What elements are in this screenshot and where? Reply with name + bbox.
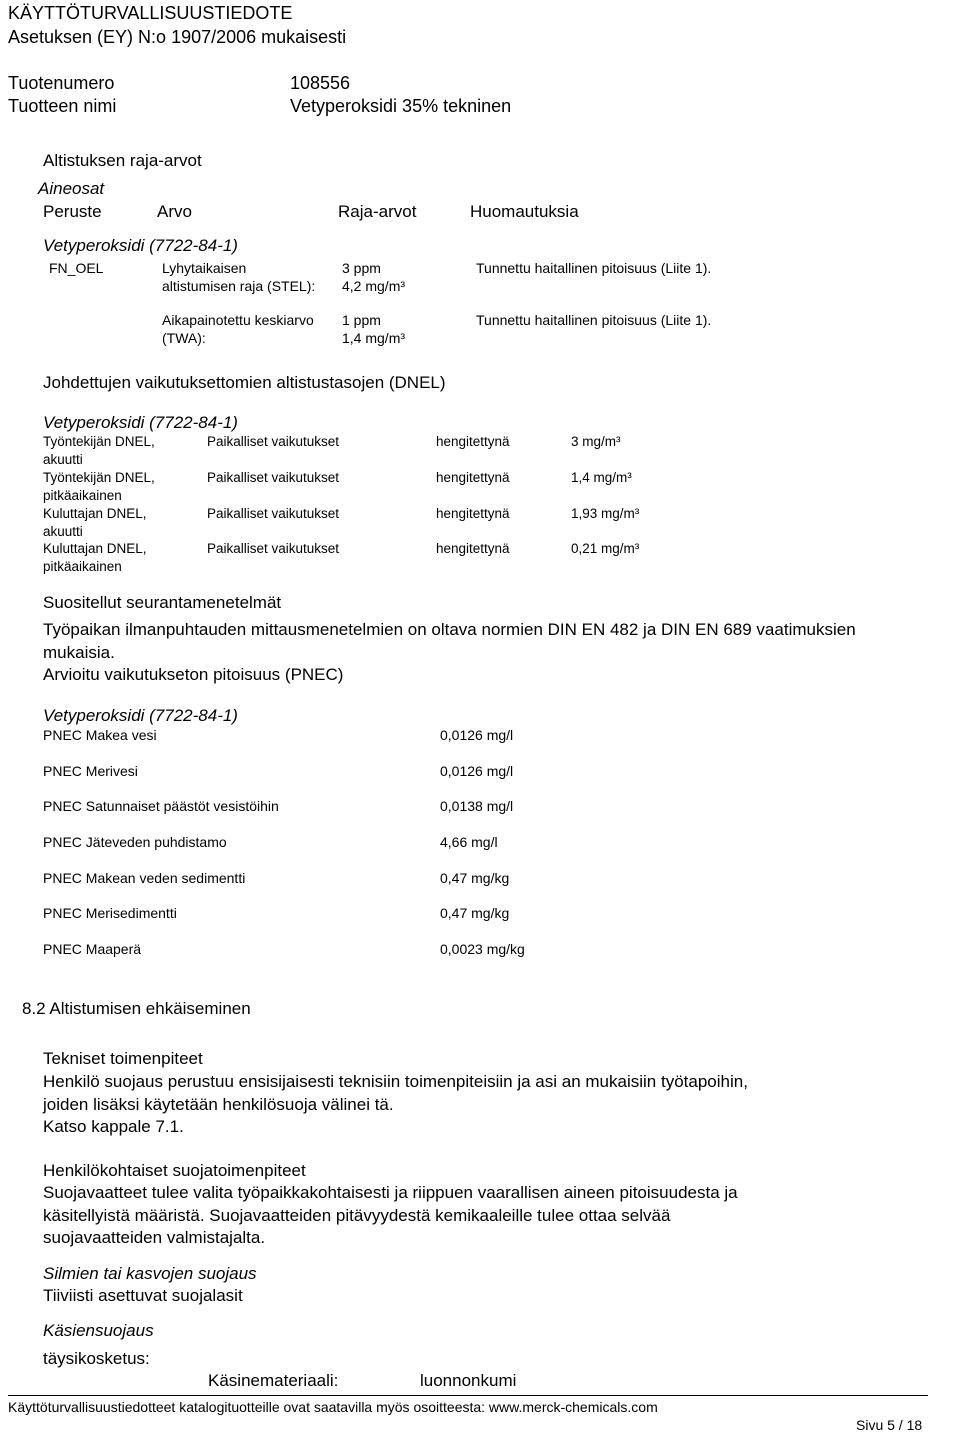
twa-value-line1: Aikapainotettu keskiarvo [162, 312, 314, 328]
dnel-group-line1: Työntekijän DNEL, [43, 470, 155, 485]
technical-text-line2: joiden lisäksi käytetään henkilösuoja välinei tä. [43, 1095, 394, 1114]
dnel-effect: Paikalliset vaikutukset [207, 470, 340, 485]
dnel-route: hengitettynä [436, 541, 510, 556]
twa-remark: Tunnettu haitallinen pitoisuus (Liite 1). [476, 312, 712, 328]
pnec-value: 0,0126 mg/l [440, 727, 514, 743]
stel-value-line1: Lyhytaikaisen [162, 260, 247, 276]
dnel-group-line1: Kuluttajan DNEL, [43, 541, 147, 556]
stel-limit-ppm: 3 ppm [342, 260, 381, 276]
dnel-group-line2: pitkäaikainen [43, 559, 122, 574]
dnel-effect: Paikalliset vaikutukset [207, 506, 340, 521]
dnel-value: 1,93 mg/m³ [571, 506, 640, 521]
footer-note: Käyttöturvallisuustiedotteet katalogituotteille ovat saatavilla myös osoitteesta: www.merck-chemicals.com [8, 1399, 658, 1415]
dnel-route: hengitettynä [436, 506, 510, 521]
footer-divider [8, 1395, 928, 1396]
eye-protection-text: Tiiviisti asettuvat suojalasit [43, 1286, 243, 1305]
exposure-col-remarks: Huomautuksia [470, 202, 579, 221]
pnec-label: PNEC Makea vesi [43, 727, 157, 743]
dnel-group-line2: akuutti [43, 452, 83, 467]
pnec-value: 0,47 mg/kg [440, 905, 510, 921]
twa-value-line2: (TWA): [162, 330, 206, 346]
pnec-label: PNEC Merivesi [43, 763, 138, 779]
dnel-group-line1: Kuluttajan DNEL, [43, 506, 147, 521]
monitoring-text-line1: Työpaikan ilmanpuhtauden mittausmenetelmien on oltava normien DIN EN 482 ja DIN EN 689 vaatimuksien [43, 620, 856, 639]
exposure-heading: Altistuksen raja-arvot [43, 151, 202, 170]
exposure-subheading: Aineosat [38, 179, 105, 198]
dnel-value: 1,4 mg/m³ [571, 470, 632, 485]
pnec-value: 0,0126 mg/l [440, 763, 514, 779]
personal-heading: Henkilökohtaiset suojatoimenpiteet [43, 1161, 306, 1180]
exposure-substance: Vetyperoksidi (7722-84-1) [43, 236, 238, 255]
regulation-subtitle: Asetuksen (EY) N:o 1907/2006 mukaisesti [8, 27, 347, 47]
stel-limit-mg: 4,2 mg/m³ [342, 278, 406, 294]
pnec-substance: Vetyperoksidi (7722-84-1) [43, 706, 238, 725]
monitoring-text-line2: mukaisia. [43, 643, 115, 662]
dnel-value: 3 mg/m³ [571, 434, 621, 449]
dnel-value: 0,21 mg/m³ [571, 541, 640, 556]
exposure-col-basis: Peruste [43, 202, 102, 221]
technical-heading: Tekniset toimenpiteet [43, 1049, 203, 1068]
personal-text-line1: Suojavaatteet tulee valita työpaikkakohtaisesti ja riippuen vaarallisen aineen pitoisuudesta ja [43, 1183, 738, 1202]
hand-protection-heading: Käsiensuojaus [43, 1321, 154, 1340]
exposure-basis: FN_OEL [49, 260, 104, 276]
pnec-label: PNEC Makean veden sedimentti [43, 870, 246, 886]
stel-remark: Tunnettu haitallinen pitoisuus (Liite 1). [476, 260, 712, 276]
pnec-value: 0,47 mg/kg [440, 870, 510, 886]
dnel-substance: Vetyperoksidi (7722-84-1) [43, 413, 238, 432]
pnec-label: PNEC Maaperä [43, 941, 142, 957]
pnec-label: PNEC Merisedimentti [43, 905, 177, 921]
pnec-label: PNEC Jäteveden puhdistamo [43, 834, 227, 850]
personal-text-line3: suojavaatteiden valmistajalta. [43, 1228, 266, 1247]
eye-protection-heading: Silmien tai kasvojen suojaus [43, 1264, 257, 1283]
product-name-label: Tuotteen nimi [8, 96, 117, 116]
glove-material-label: Käsinemateriaali: [208, 1371, 339, 1390]
twa-limit-mg: 1,4 mg/m³ [342, 330, 406, 346]
exposure-col-limits: Raja-arvot [338, 202, 417, 221]
dnel-group-line2: akuutti [43, 524, 83, 539]
section-8-2-heading: 8.2 Altistumisen ehkäiseminen [22, 999, 251, 1018]
dnel-route: hengitettynä [436, 434, 510, 449]
twa-limit-ppm: 1 ppm [342, 312, 381, 328]
technical-text-line3: Katso kappale 7.1. [43, 1117, 184, 1136]
glove-material-value: luonnonkumi [420, 1371, 517, 1390]
dnel-group-line1: Työntekijän DNEL, [43, 434, 155, 449]
product-number-label: Tuotenumero [8, 73, 115, 93]
dnel-heading: Johdettujen vaikutuksettomien altistustasojen (DNEL) [43, 373, 446, 392]
pnec-value: 0,0023 mg/kg [440, 941, 525, 957]
dnel-group-line2: pitkäaikainen [43, 488, 122, 503]
product-number: 108556 [290, 73, 351, 93]
pnec-value: 0,0138 mg/l [440, 798, 514, 814]
dnel-route: hengitettynä [436, 470, 510, 485]
product-name: Vetyperoksidi 35% tekninen [290, 96, 512, 116]
personal-text-line2: käsitellyistä määristä. Suojavaatteiden pitävyydestä kemikaaleille tulee ottaa selvää [43, 1206, 671, 1225]
pnec-value: 4,66 mg/l [440, 834, 498, 850]
pnec-label: PNEC Satunnaiset päästöt vesistöihin [43, 798, 279, 814]
pnec-heading: Arvioitu vaikutukseton pitoisuus (PNEC) [43, 665, 344, 684]
technical-text-line1: Henkilö suojaus perustuu ensisijaisesti teknisiin toimenpiteisiin ja asi an mukaisiin työtapoihin, [43, 1072, 748, 1091]
page-number: Sivu 5 / 18 [856, 1417, 923, 1433]
dnel-effect: Paikalliset vaikutukset [207, 541, 340, 556]
monitoring-heading: Suositellut seurantamenetelmät [43, 593, 282, 612]
document-title: KÄYTTÖTURVALLISUUSTIEDOTE [8, 3, 293, 23]
exposure-col-value: Arvo [157, 202, 192, 221]
dnel-effect: Paikalliset vaikutukset [207, 434, 340, 449]
hand-protection-text: täysikosketus: [43, 1349, 150, 1368]
stel-value-line2: altistumisen raja (STEL): [162, 278, 316, 294]
